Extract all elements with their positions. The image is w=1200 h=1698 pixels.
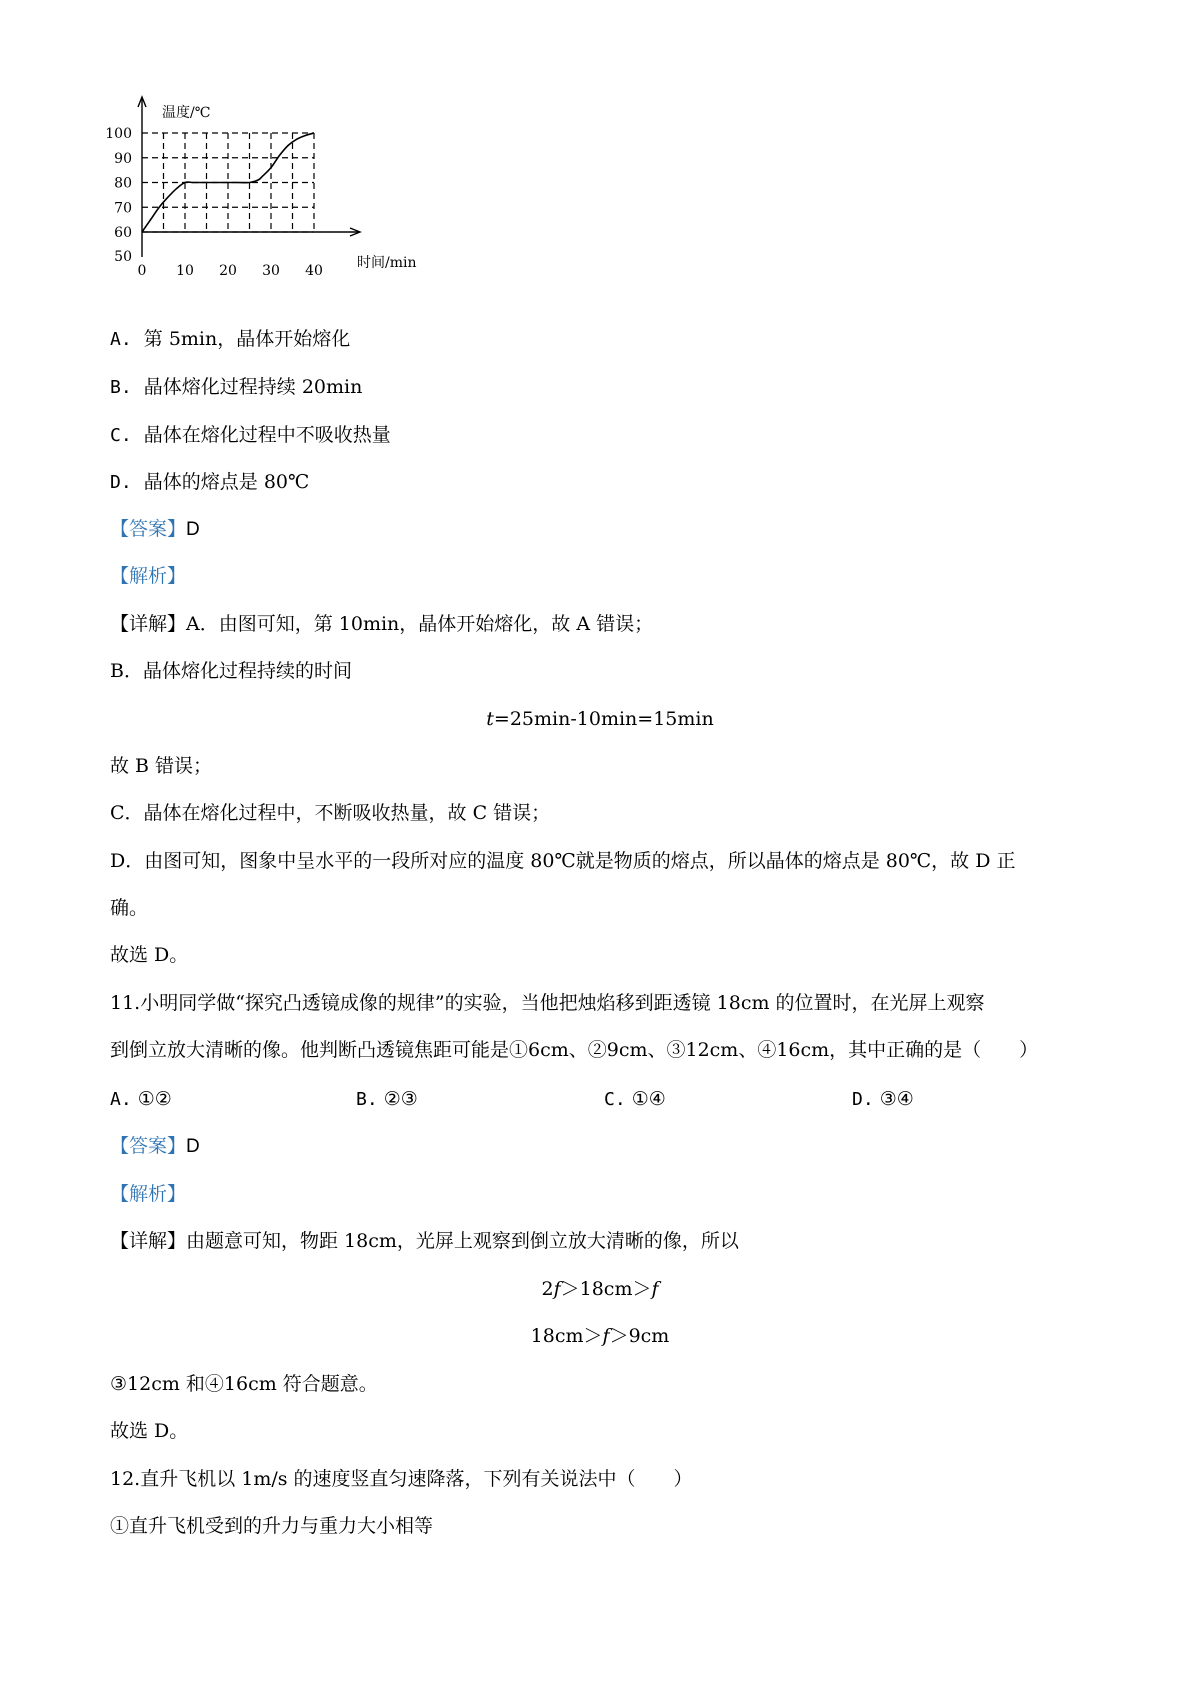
option-letter: B.	[110, 377, 132, 398]
q12-item-1: ①直升飞机受到的升力与重力大小相等	[110, 1515, 434, 1537]
x-axis-label: 时间/min	[357, 255, 417, 271]
q11-option-a	[110, 1086, 172, 1113]
x-tick-label: 30	[262, 263, 280, 279]
x-tick-label: 20	[219, 263, 237, 279]
q10-option-d	[110, 469, 309, 496]
q10-detail-d2: 确。	[110, 897, 149, 919]
q11-option-c	[604, 1086, 666, 1113]
q10-analysis	[110, 563, 186, 589]
option-letter: C.	[604, 1089, 626, 1110]
q11-stem-line2: 到倒立放大清晰的像。他判断凸透镜焦距可能是①6cm、②9cm、③12cm、④16cm，其中正确的是（ ）	[110, 1039, 1039, 1061]
formula-part: 2	[541, 1278, 554, 1300]
q11-formula-1	[0, 1276, 1200, 1302]
y-axis-label: 温度/℃	[162, 105, 211, 121]
q11-formula-2	[0, 1323, 1200, 1349]
q11-stem-line1: 11.小明同学做“探究凸透镜成像的规律”的实验，当他把烛焰移到距透镜 18cm 的位置时，在光屏上观察	[110, 992, 985, 1014]
q10-option-b	[110, 374, 362, 401]
option-text: ①②	[137, 1088, 172, 1110]
formula-variable: f	[553, 1278, 561, 1300]
chart-ticks	[105, 126, 323, 279]
q10-conclusion: 故选 D。	[110, 944, 189, 966]
formula-part: 18cm＞	[530, 1325, 603, 1347]
q10-detail-b: B．晶体熔化过程持续的时间	[110, 660, 352, 682]
q11-after: ③12cm 和④16cm 符合题意。	[110, 1373, 378, 1395]
formula-part: ＞18cm＞	[560, 1278, 652, 1300]
y-tick-label: 100	[105, 126, 132, 142]
x-tick-label: 10	[176, 263, 194, 279]
answer-value: D	[186, 1136, 200, 1157]
formula-part: ＞9cm	[609, 1325, 670, 1347]
analysis-tag: 【解析】	[110, 565, 187, 587]
option-letter: B.	[356, 1089, 378, 1110]
q10-formula	[0, 706, 1200, 732]
q10-answer	[110, 516, 200, 543]
q10-detail-c: C．晶体在熔化过程中，不断吸收热量，故 C 错误；	[110, 802, 551, 824]
q11-option-b	[356, 1086, 418, 1113]
option-letter: A.	[110, 329, 132, 350]
formula-expression: =25min-10min=15min	[493, 708, 714, 730]
q10-detail-a	[110, 611, 653, 637]
q10-option-c	[110, 422, 391, 449]
detail-tag: 【详解】	[110, 613, 187, 635]
y-tick-label: 80	[114, 175, 132, 192]
option-text: 第 5min，晶体开始熔化	[143, 328, 351, 350]
q11-options	[110, 1086, 1110, 1112]
q11-option-d	[852, 1086, 914, 1113]
option-text: 晶体熔化过程持续 20min	[143, 376, 363, 398]
q11-detail	[110, 1228, 739, 1254]
detail-text: A．由图可知，第 10min，晶体开始熔化，故 A 错误；	[186, 613, 654, 635]
option-letter: D.	[110, 472, 132, 493]
formula-variable: f	[602, 1325, 610, 1347]
q10-option-a	[110, 326, 350, 353]
answer-tag: 【答案】	[110, 518, 187, 540]
detail-text: 由题意可知，物距 18cm，光屏上观察到倒立放大清晰的像，所以	[186, 1230, 739, 1252]
answer-tag: 【答案】	[110, 1135, 187, 1157]
option-letter: D.	[852, 1089, 874, 1110]
analysis-tag: 【解析】	[110, 1183, 187, 1205]
option-text: ②③	[383, 1088, 418, 1110]
y-tick-label: 50	[114, 249, 132, 265]
q10-detail-b2: 故 B 错误；	[110, 755, 213, 777]
y-tick-label: 60	[114, 225, 132, 241]
y-tick-label: 70	[114, 200, 132, 217]
option-letter: C.	[110, 425, 132, 446]
option-text: 晶体的熔点是 80℃	[143, 471, 310, 493]
detail-tag: 【详解】	[110, 1230, 187, 1252]
option-text: ①④	[631, 1088, 666, 1110]
q12-stem: 12.直升飞机以 1m/s 的速度竖直匀速降落，下列有关说法中（ ）	[110, 1468, 693, 1490]
q11-analysis	[110, 1181, 186, 1207]
x-tick-label: 40	[305, 263, 323, 279]
answer-value: D	[186, 519, 200, 540]
x-tick-label: 0	[137, 263, 147, 279]
q10-detail-d1: D．由图可知，图象中呈水平的一段所对应的温度 80℃就是物质的熔点，所以晶体的熔点是 80℃，故 D 正	[110, 850, 1016, 872]
option-text: 晶体在熔化过程中不吸收热量	[143, 424, 391, 446]
q11-conclusion: 故选 D。	[110, 1420, 189, 1442]
option-letter: A.	[110, 1089, 132, 1110]
q11-answer	[110, 1133, 200, 1160]
formula-variable: f	[651, 1278, 659, 1300]
temperature-time-chart	[100, 95, 440, 310]
option-text: ③④	[879, 1088, 914, 1110]
formula-variable: t	[486, 708, 494, 730]
y-tick-label: 90	[114, 150, 132, 167]
